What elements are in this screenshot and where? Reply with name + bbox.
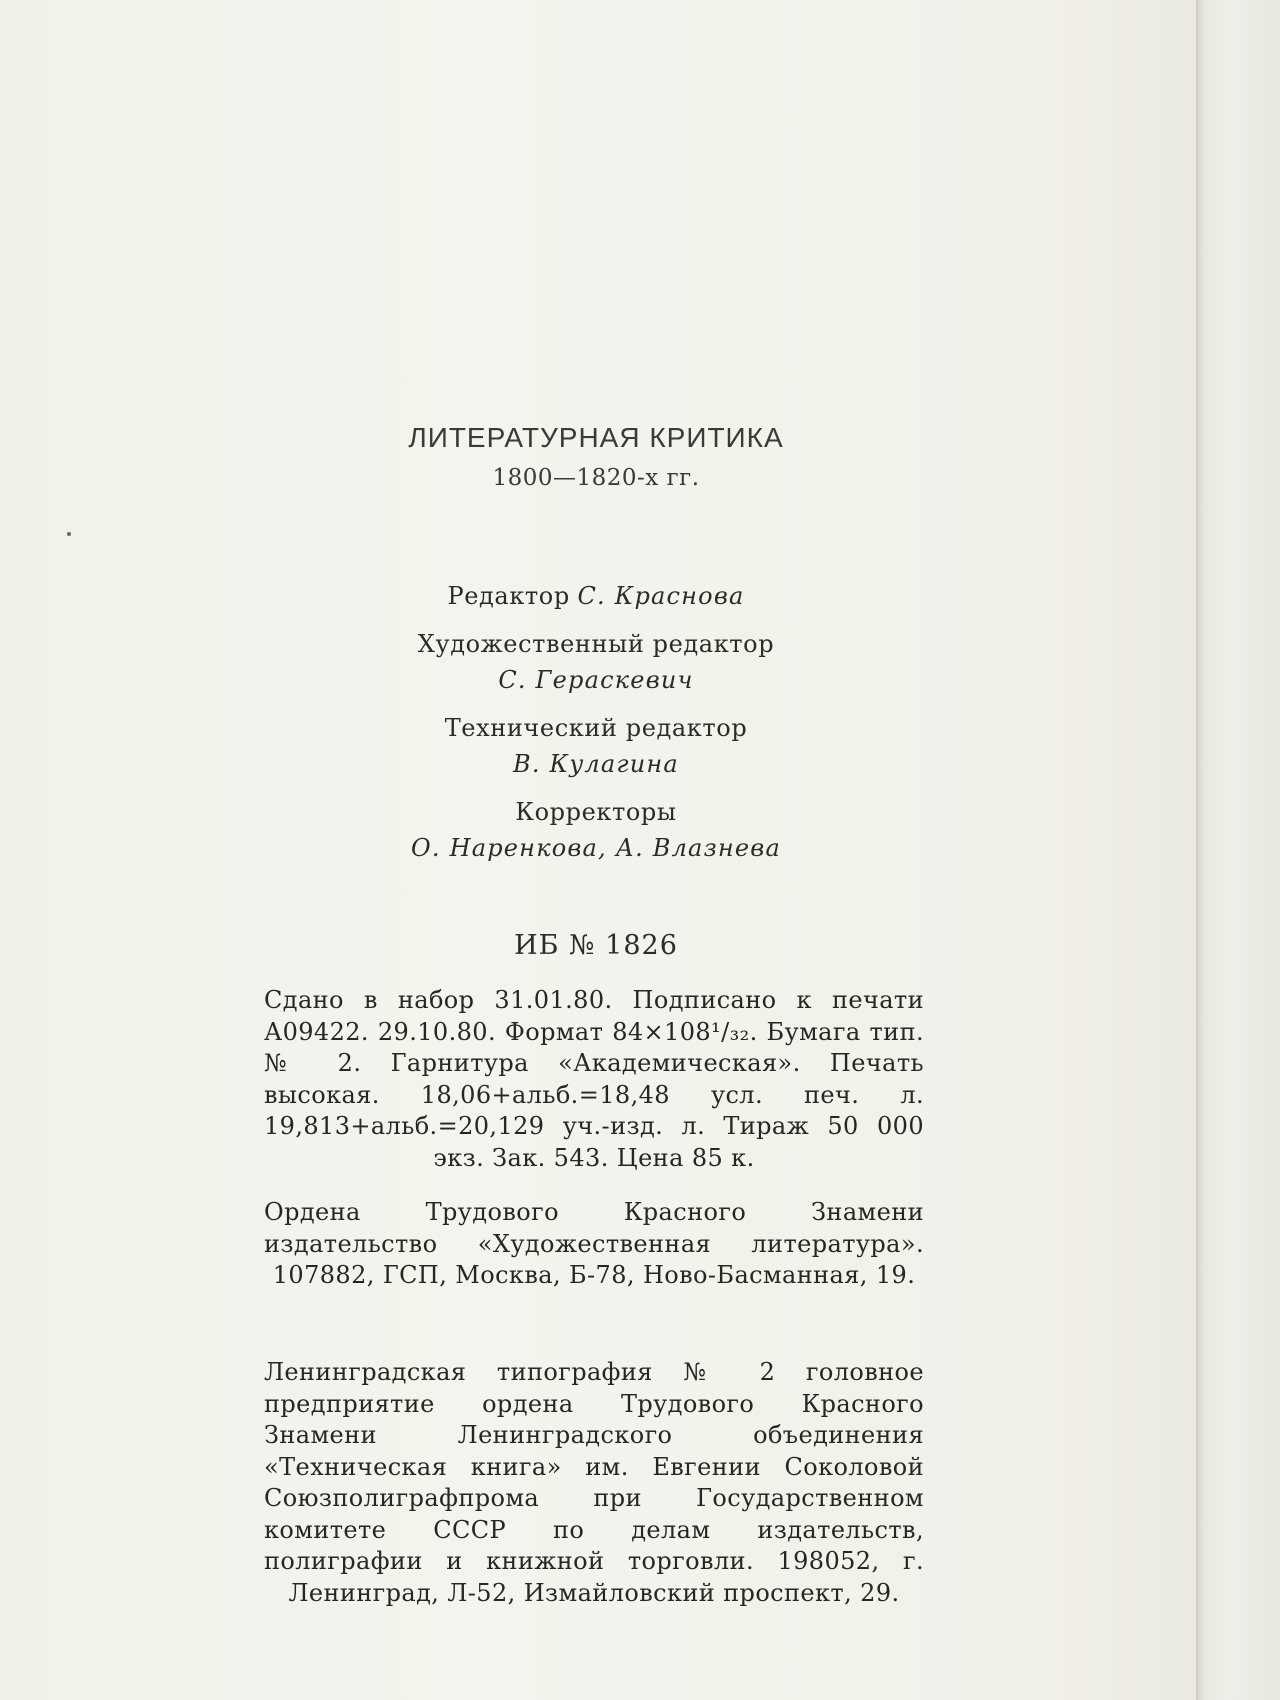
publisher-paragraph: Ордена Трудового Красного Знамени издательство «Художественная литература». 107882, ГСП, Москва, Б-78, Ново-Басманная, 19.: [264, 1198, 924, 1289]
credit-editor: [262, 578, 930, 614]
credit-name: О. Наренкова, А. Влазнева: [411, 834, 781, 862]
credit-proofreaders: [262, 794, 930, 866]
credit-role: Технический редактор: [444, 714, 748, 742]
ib-number: ИБ № 1826: [514, 930, 678, 961]
credit-role: Редактор: [447, 582, 570, 610]
credit-role: Корректоры: [515, 798, 677, 826]
book-years: 1800—1820-х гг.: [492, 465, 700, 491]
next-page-edge: [1198, 0, 1280, 1700]
book-title: ЛИТЕРАТУРНАЯ КРИТИКА: [408, 422, 784, 453]
credit-name: В. Кулагина: [513, 750, 679, 778]
paper-speck: [67, 532, 71, 536]
credits-section: [262, 578, 930, 878]
print-info-paragraph: Сдано в набор 31.01.80. Подписано к печати А09422. 29.10.80. Формат 84×108¹/₃₂. Бумага тип. № 2. Гарнитура «Академическая». Печать высокая. 18,06+альб.=18,48 усл. печ. л. 19,813+альб.=20,129 уч.-изд. л. Тираж 50 000 экз. Зак. 543. Цена 85 к.: [264, 986, 924, 1172]
printer-paragraph: Ленинградская типография № 2 головное предприятие ордена Трудового Красного Знамени Ленинградского объединения «Техническая книга» им. Евгении Соколовой Союзполиграфпрома при Государственном комитете СССР по делам издательств, полиграфии и книжной торговли. 198052, г. Ленинград, Л-52, Измайловский проспект, 29.: [264, 1358, 924, 1607]
credit-name: С. Гераскевич: [498, 666, 694, 694]
credit-tech-editor: [262, 710, 930, 782]
credit-art-editor: [262, 626, 930, 698]
credit-role: Художественный редактор: [417, 630, 775, 658]
credit-name: С. Краснова: [577, 582, 745, 610]
